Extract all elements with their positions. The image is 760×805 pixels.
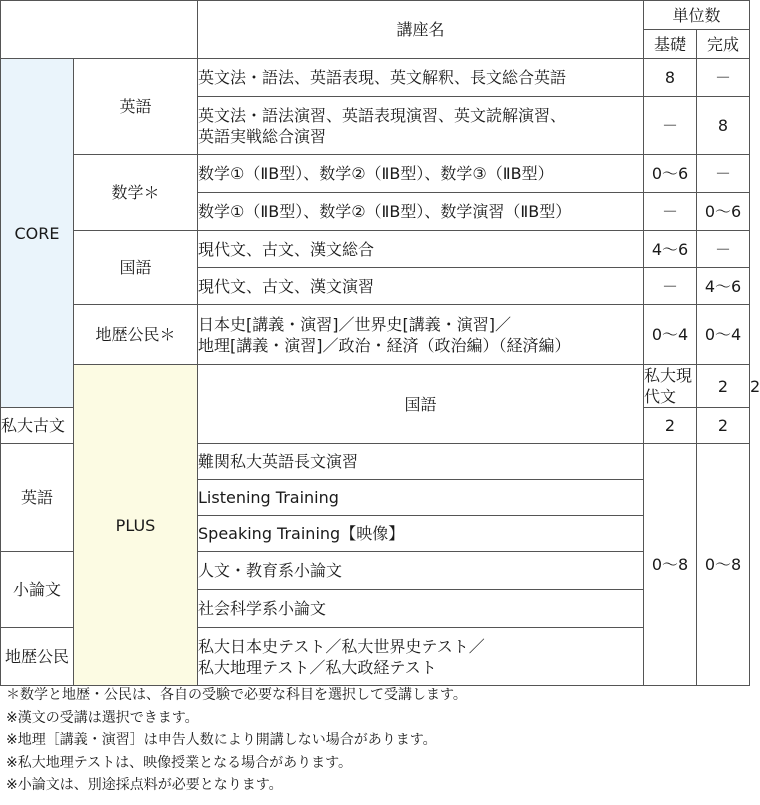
subject-core-math: 数学＊ [74, 155, 198, 231]
footnote: ※私大地理テストは、映像授業となる場合があります。 [6, 754, 353, 771]
course-line: 私大日本史テスト／私大世界史テスト／ [198, 636, 485, 656]
course-cell: Listening Training [198, 480, 644, 516]
course-line: 地理[講義・演習]／政治・経済（政治編）（経済編） [198, 335, 571, 355]
header-course-name: 講座名 [198, 1, 644, 59]
header-complete: 完成 [697, 30, 750, 59]
course-cell: 英文法・語法、英語表現、英文解釈、長文総合英語 [198, 59, 644, 97]
basic-units-cell: 8 [644, 59, 697, 97]
table-row [1, 305, 750, 365]
footnote: ※漢文の受講は選択できます。 [6, 709, 199, 726]
course-cell [198, 305, 644, 365]
table-row: PLUS 国語 私大現代文 2 2 [1, 365, 750, 408]
complete-units-cell: 4～6 [697, 268, 750, 305]
course-cell [198, 97, 644, 155]
course-cell: 私大現代文 [644, 365, 697, 408]
section-label-core: CORE [1, 59, 74, 408]
course-line: 英文法・語法演習、英語表現演習、英文読解演習、 [198, 105, 567, 125]
table-row [1, 155, 750, 193]
complete-units-cell: 0～4 [697, 305, 750, 365]
subject-plus-geohist: 地歴公民 [1, 628, 74, 686]
course-line: 英語実戦総合演習 [198, 126, 327, 146]
course-cell: 数学①（ⅡB型）、数学②（ⅡB型）、数学演習（ⅡB型） [198, 193, 644, 231]
subject-plus-japanese: 国語 [198, 365, 644, 444]
basic-units-cell: 0～6 [644, 155, 697, 193]
complete-units-cell: 8 [697, 97, 750, 155]
footnote: ＊数学と地歴・公民は、各自の受験で必要な科目を選択して受講します。 [6, 687, 467, 703]
complete-units-shared-cell: 0～8 [697, 444, 750, 686]
complete-units-cell: － [697, 155, 750, 193]
subject-plus-english: 英語 [1, 444, 74, 552]
course-cell: 数学①（ⅡB型）、数学②（ⅡB型）、数学③（ⅡB型） [198, 155, 644, 193]
header-units: 単位数 [644, 1, 750, 30]
subject-core-geohist: 地歴公民＊ [74, 305, 198, 365]
complete-units-cell: － [697, 231, 750, 268]
basic-units-cell: － [644, 97, 697, 155]
basic-units-cell: 2 [697, 365, 750, 408]
complete-units-cell: 0～6 [697, 193, 750, 231]
footnote: ※地理［講義・演習］は申告人数により開講しない場合があります。 [6, 732, 437, 749]
basic-units-cell: － [644, 193, 697, 231]
course-cell: Speaking Training【映像】 [198, 516, 644, 552]
subject-plus-essay: 小論文 [1, 552, 74, 628]
course-cell: 現代文、古文、漢文演習 [198, 268, 644, 305]
course-line: 私大地理テスト／私大政経テスト [198, 657, 437, 677]
course-cell: 現代文、古文、漢文総合 [198, 231, 644, 268]
course-line: 日本史[講義・演習]／世界史[講義・演習]／ [198, 314, 511, 334]
header-blank-cell [1, 1, 198, 59]
basic-units-cell: 2 [644, 408, 697, 444]
complete-units-cell: － [697, 59, 750, 97]
table-row [1, 59, 750, 97]
subject-core-english: 英語 [74, 59, 198, 155]
complete-units-cell: 2 [697, 408, 750, 444]
header-basic: 基礎 [644, 30, 697, 59]
subject-core-japanese: 国語 [74, 231, 198, 305]
header-row-1 [1, 1, 750, 30]
basic-units-cell: 0～4 [644, 305, 697, 365]
footnote: ※小論文は、別途採点料が必要となります。 [6, 777, 283, 794]
basic-units-shared-cell: 0～8 [644, 444, 697, 686]
course-cell: 社会科学系小論文 [198, 590, 644, 628]
section-label-plus: PLUS [74, 365, 198, 686]
basic-units-cell: 4～6 [644, 231, 697, 268]
table-row [1, 231, 750, 268]
course-cell [198, 628, 644, 686]
basic-units-cell: － [644, 268, 697, 305]
course-cell: 人文・教育系小論文 [198, 552, 644, 590]
footnotes [6, 684, 467, 797]
course-cell: 難関私大英語長文演習 [198, 444, 644, 480]
course-cell: 私大古文 [1, 408, 74, 444]
